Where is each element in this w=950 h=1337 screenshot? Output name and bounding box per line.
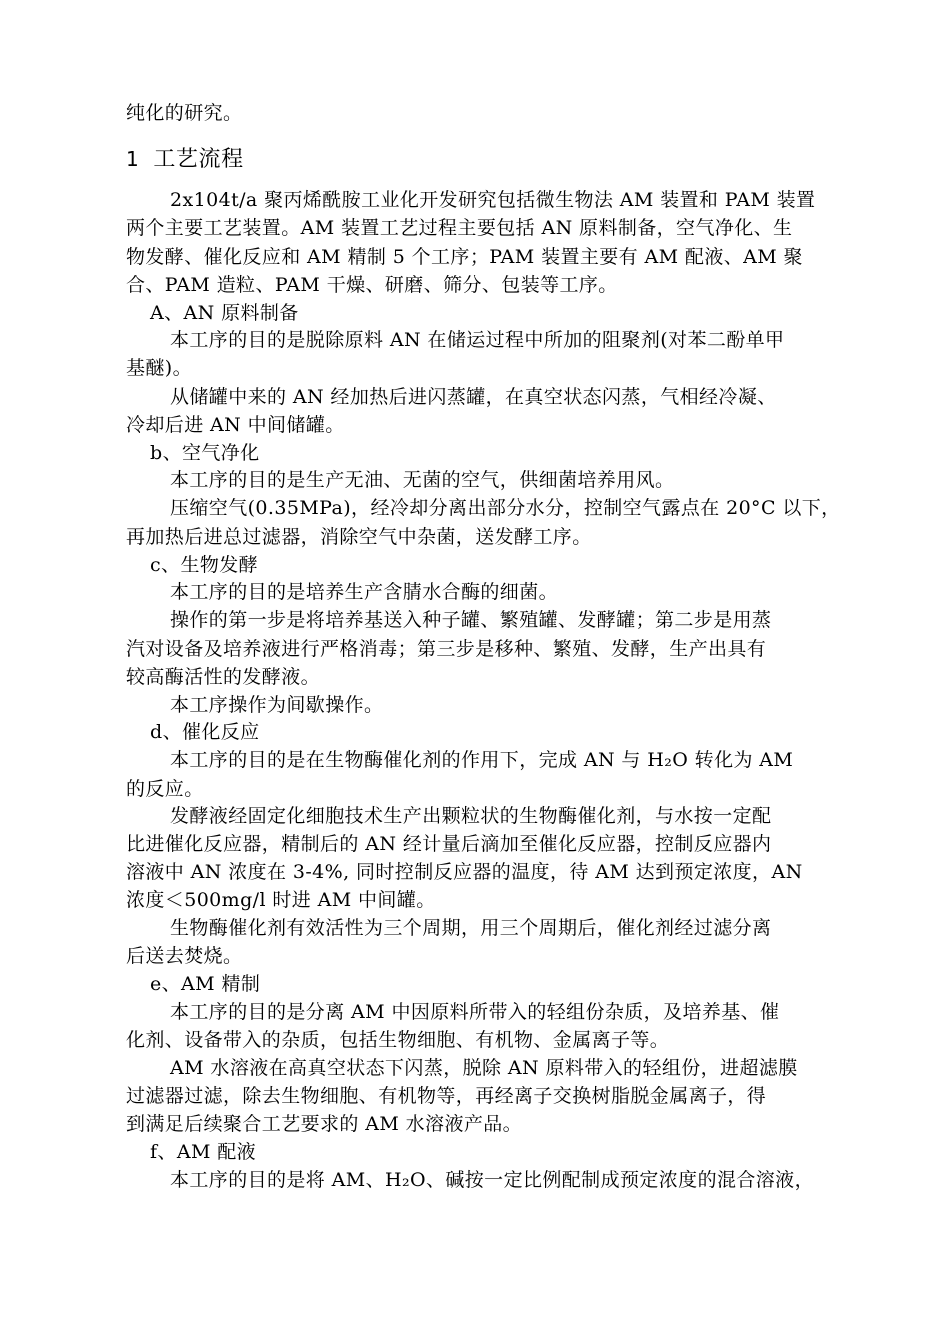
paragraph-line: 本工序的目的是培养生产含腈水合酶的细菌。 [170, 581, 559, 603]
paragraph-line: 本工序的目的是生产无油、无菌的空气，供细菌培养用风。 [170, 469, 675, 491]
subsection-heading: f、AM 配液 [150, 1141, 257, 1163]
paragraph-line: 再加热后进总过滤器，消除空气中杂菌，送发酵工序。 [126, 526, 592, 548]
paragraph-line: 合、PAM 造粒、PAM 干燥、研磨、筛分、包装等工序。 [126, 274, 618, 296]
paragraph-line: 生物酶催化剂有效活性为三个周期，用三个周期后，催化剂经过滤分离 [170, 917, 772, 939]
subsection-heading: d、催化反应 [150, 721, 260, 743]
subsection-heading: b、空气净化 [150, 442, 260, 464]
section-number: 1 [126, 147, 140, 171]
paragraph-line: 冷却后进 AN 中间储罐。 [126, 414, 345, 436]
subsection-heading: A、AN 原料制备 [150, 302, 299, 324]
paragraph-line: 本工序的目的是在生物酶催化剂的作用下，完成 AN 与 H₂O 转化为 AM [170, 749, 794, 771]
paragraph-line: 纯化的研究。 [126, 102, 243, 124]
paragraph-line: 操作的第一步是将培养基送入种子罐、繁殖罐、发酵罐；第二步是用蒸 [170, 609, 772, 631]
paragraph-line: 压缩空气(0.35MPa)，经冷却分离出部分水分，控制空气露点在 20°C 以下， [170, 497, 841, 519]
paragraph-line: 到满足后续聚合工艺要求的 AM 水溶液产品。 [126, 1113, 523, 1135]
paragraph-line: 溶液中 AN 浓度在 3-4%, 同时控制反应器的温度，待 AM 达到预定浓度，AN [126, 861, 803, 883]
paragraph-line: 本工序的目的是脱除原料 AN 在储运过程中所加的阻聚剂(对苯二酚单甲 [170, 329, 785, 351]
paragraph-line: 本工序的目的是分离 AM 中因原料所带入的轻组份杂质，及培养基、催 [170, 1001, 780, 1023]
section-heading [126, 143, 244, 175]
section-title: 工艺流程 [153, 147, 244, 172]
paragraph-line: 过滤器过滤，除去生物细胞、有机物等，再经离子交换树脂脱金属离子，得 [126, 1085, 767, 1107]
paragraph-line: 从储罐中来的 AN 经加热后进闪蒸罐，在真空状态闪蒸，气相经冷凝、 [170, 386, 777, 408]
paragraph-line: 基醚)。 [126, 357, 193, 379]
paragraph-line: 化剂、设备带入的杂质，包括生物细胞、有机物、金属离子等。 [126, 1029, 670, 1051]
paragraph-line: 发酵液经固定化细胞技术生产出颗粒状的生物酶催化剂，与水按一定配 [170, 805, 772, 827]
subsection-heading: e、AM 精制 [150, 973, 261, 995]
paragraph-line: 后送去焚烧。 [126, 945, 243, 967]
paragraph-line: 比进催化反应器，精制后的 AN 经计量后滴加至催化反应器，控制反应器内 [126, 833, 772, 855]
paragraph-line: 浓度＜500mg/l 时进 AM 中间罐。 [126, 889, 436, 911]
subsection-heading: c、生物发酵 [150, 554, 259, 576]
paragraph-line: 的反应。 [126, 778, 204, 800]
paragraph-line: AM 水溶液在高真空状态下闪蒸，脱除 AN 原料带入的轻组份，进超滤膜 [170, 1057, 798, 1079]
paragraph-line: 2x104t/a 聚丙烯酰胺工业化开发研究包括微生物法 AM 装置和 PAM 装置 [170, 189, 816, 211]
paragraph-line: 本工序操作为间歇操作。 [170, 694, 384, 716]
paragraph-line: 本工序的目的是将 AM、H₂O、碱按一定比例配制成预定浓度的混合溶液， [170, 1169, 814, 1191]
paragraph-line: 较高酶活性的发酵液。 [126, 666, 321, 688]
paragraph-line: 两个主要工艺装置。AM 装置工艺过程主要包括 AN 原料制备，空气净化、生 [126, 217, 793, 239]
paragraph-line: 汽对设备及培养液进行严格消毒；第三步是移种、繁殖、发酵，生产出具有 [126, 638, 767, 660]
paragraph-line: 物发酵、催化反应和 AM 精制 5 个工序；PAM 装置主要有 AM 配液、AM 聚 [126, 246, 803, 268]
